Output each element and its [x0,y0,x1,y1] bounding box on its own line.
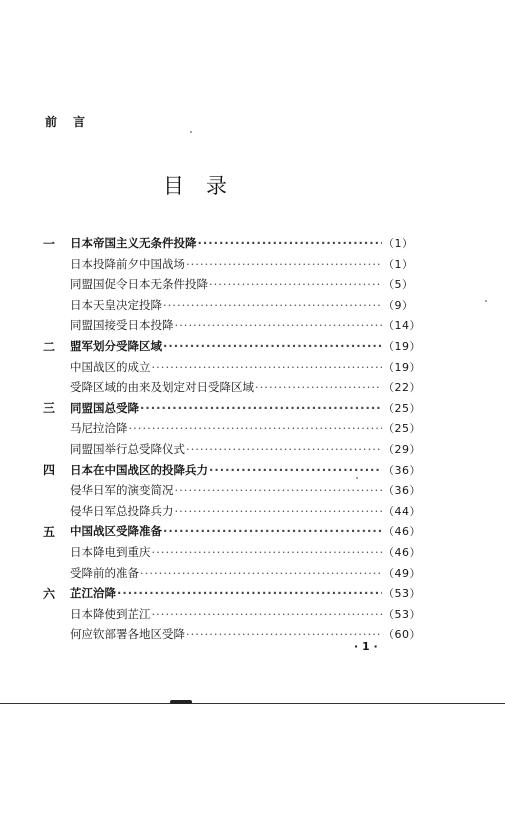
dot-leader [198,236,383,250]
toc-section-row [0,254,505,274]
toc-entry [70,565,382,581]
toc-chapter-number: 一 [43,236,56,251]
dot-leader [152,545,383,559]
toc-entry [70,523,382,539]
dot-leader [186,627,382,641]
toc-page-number: （53） [383,587,421,601]
toc-chapter-number: 四 [43,463,56,478]
toc-entry-label: 芷江洽降 [70,586,116,601]
speck [190,131,192,133]
toc-entry-label: 盟军划分受降区域 [70,339,162,353]
toc-section-row [0,563,505,583]
toc-chapter-row [0,521,505,541]
toc-section-row [0,604,505,624]
dot-leader [140,401,382,415]
page-number: · 1 · [354,640,378,653]
toc-entry [70,606,382,622]
toc-chapter-row [0,583,505,603]
toc-chapter-number: 二 [43,339,56,354]
toc-section-row [0,315,505,335]
toc-entry [70,462,382,478]
toc-entry [70,400,382,416]
toc-entry-label: 同盟国总受降 [70,400,139,415]
toc-entry [70,441,382,457]
toc-entry-label: 日本投降前夕中国战场 [70,256,185,271]
toc-page-number: （25） [383,422,421,436]
toc-entry-label: 马尼拉洽降 [70,421,128,436]
toc-entry-label: 日本在中国战区的投降兵力 [70,462,208,477]
dot-leader [163,524,382,538]
dot-leader [163,298,382,312]
toc-page-number: （60） [383,628,421,642]
toc-entry [70,420,382,436]
toc-chapter-number: 六 [43,586,56,601]
toc-entry [70,297,382,313]
toc-entry-label: 何应钦部署各地区受降 [70,627,185,642]
dot-leader [129,421,383,435]
toc-section-row [0,624,505,644]
toc-entry-label: 同盟国促令日本无条件投降 [70,277,208,292]
toc-section-row [0,357,505,377]
toc-entry [70,626,382,642]
toc-entry-label: 日本降使到芷江 [70,606,151,621]
toc-entry-label: 日本天皇决定投降 [70,297,162,312]
toc-section-row [0,377,505,397]
toc-entry-label: 日本帝国主义无条件投降 [70,236,197,250]
dot-leader [209,277,382,291]
toc-page-number: （19） [383,340,421,353]
toc-page-number: （1） [383,257,414,271]
toc-page-number: （53） [383,607,421,621]
toc-entry-label: 受降前的准备 [70,565,139,580]
toc-page-number: （46） [383,546,421,559]
toc-page-number: （1） [383,237,414,250]
speck [485,300,487,302]
toc-page-number: （25） [383,401,421,415]
toc-section-row [0,480,505,500]
toc-entry [70,359,382,375]
toc-chapter-number: 三 [43,401,56,416]
toc-section-row [0,274,505,294]
toc-entry [70,544,382,560]
toc-chapter-row [0,460,505,480]
toc-entry [70,503,382,519]
toc-entry-label: 同盟国举行总受降仪式 [70,442,185,456]
toc-page-number: （19） [383,360,421,374]
toc-title: 目录 [163,174,249,198]
toc-section-row [0,501,505,521]
dot-leader [117,586,382,600]
toc-page-number: （5） [383,278,414,292]
toc-page-number: （44） [383,504,421,518]
toc-entry-label: 侵华日军的演变简况 [70,483,174,498]
preface-heading: 前言 [45,115,102,129]
dot-leader [175,504,383,518]
toc-page-number: （49） [383,566,421,580]
toc-section-row [0,439,505,459]
toc-entry [70,585,382,601]
toc-page-number: （36） [383,463,421,477]
toc-entry [70,276,382,292]
toc-entry [70,256,382,272]
toc-chapter-row [0,233,505,253]
dot-leader [255,380,382,394]
toc-chapter-number: 五 [43,524,56,539]
toc-chapter-row [0,398,505,418]
toc-entry-label: 受降区域的由来及划定对日受降区域 [70,380,254,395]
dot-leader [175,483,383,497]
toc-page-number: （36） [383,484,421,498]
toc-page-number: （29） [383,443,421,456]
toc-page-number: （14） [383,319,421,333]
dot-leader [152,360,383,374]
speck [356,477,358,479]
toc-page-number: （22） [383,381,421,395]
toc-entry-label: 日本降电到重庆 [70,545,151,559]
dot-leader [186,442,382,456]
toc-section-row [0,418,505,438]
toc-entry-label: 中国战区受降准备 [70,524,162,539]
dot-leader [186,257,382,271]
toc-page-number: （46） [383,525,421,539]
dot-leader [175,318,383,332]
toc-entry [70,317,382,333]
ink-mark [170,700,192,704]
dot-leader [209,463,382,477]
toc-entry [70,338,382,354]
toc-entry-label: 同盟国接受日本投降 [70,318,174,333]
toc-chapter-row [0,336,505,356]
toc-entry [70,379,382,395]
toc-entry-label: 侵华日军总投降兵力 [70,503,174,518]
toc-page-number: （9） [383,298,414,312]
toc-section-row [0,542,505,562]
toc-entry-label: 中国战区的成立 [70,359,151,374]
bottom-rule [0,703,505,704]
toc-section-row [0,295,505,315]
dot-leader [140,566,382,580]
dot-leader [152,607,383,621]
toc-entry [70,482,382,498]
dot-leader [163,339,382,353]
toc-entry [70,235,382,251]
